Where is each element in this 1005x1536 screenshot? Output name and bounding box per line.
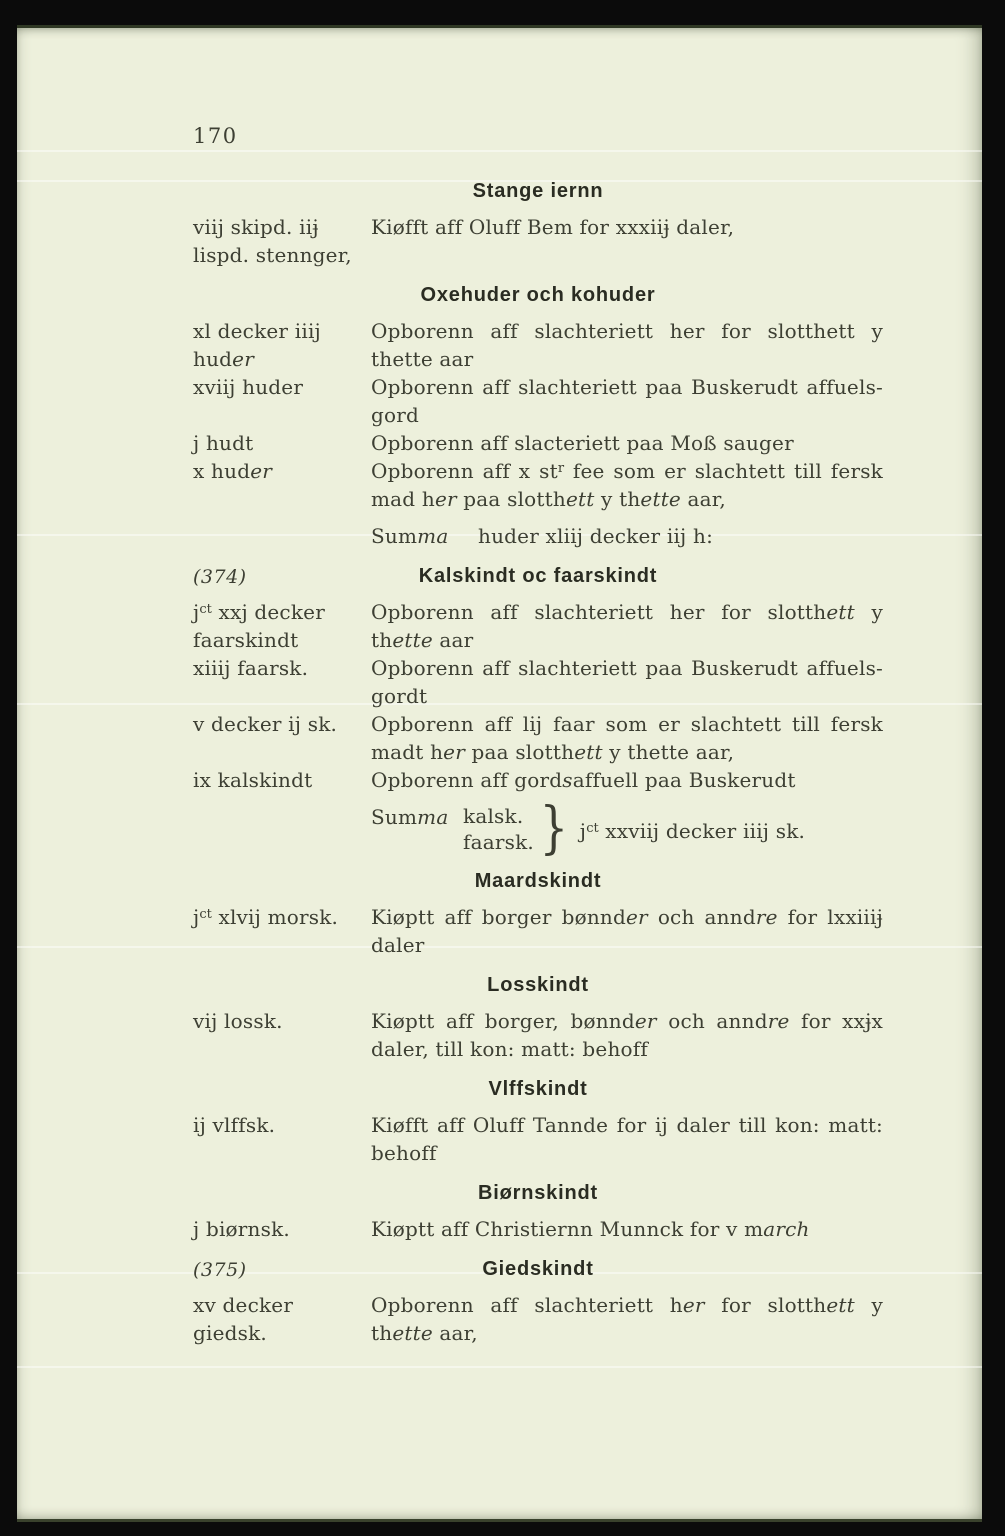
entry-description: Opborenn aff lij faar som er slachtett till fersk madt her paa slotthett y thette aar, [371, 712, 883, 764]
entry-description: Opborenn aff slachteriett paa Buskerudt affuels-gordt [371, 656, 883, 708]
entry-description: Kiøptt aff borger, bønnder och anndre for xxj̵x daler, till kon: matt: behoff [371, 1009, 883, 1061]
page-number: 170 [193, 124, 238, 148]
heading-row [193, 868, 883, 895]
entry-description: Kiøfft aff Oluff Bem for xxxiij̵ daler, [371, 215, 735, 239]
section-giedskindt [193, 1256, 883, 1347]
entry-row [193, 1291, 883, 1347]
summa-line [371, 522, 883, 550]
entry-row [193, 317, 883, 373]
entry-description: Opborenn aff slachteriett paa Buskerudt affuels-gord [371, 375, 883, 427]
section-oxehuder [193, 282, 883, 550]
entry-row [193, 457, 883, 513]
entry-term: xv decker giedsk. [193, 1293, 294, 1345]
summa-text: huder xliij decker iij h: [478, 524, 714, 548]
section-heading: Stange iernn [472, 180, 604, 202]
entry-row [193, 710, 883, 766]
section-maardskindt [193, 868, 883, 959]
summa-stack [463, 803, 534, 855]
heading-row [193, 178, 883, 205]
summa-label: Summa [371, 805, 449, 829]
entry-row [193, 1007, 883, 1063]
heading-row [193, 1180, 883, 1207]
entry-description: Kiøptt aff borger bønnder och anndre for lxxiiij̵ daler [371, 905, 883, 957]
section-stange-iernn [193, 178, 883, 269]
entry-row [193, 1215, 883, 1243]
heading-row [193, 563, 883, 590]
heading-row [193, 1256, 883, 1283]
entry-term: xl decker iiij huder [193, 319, 321, 371]
margin-note: (375) [193, 1259, 247, 1281]
entry-description: Opborenn aff slachteriett her for slotthett y thette aar [371, 319, 883, 371]
entry-row [193, 429, 883, 457]
entry-description: Kiøfft aff Oluff Tannde for ij daler till kon: matt: behoff [371, 1113, 883, 1165]
summa-row [193, 796, 883, 861]
entry-description: Opborenn aff slachteriett her for slotthett y thette aar, [371, 1293, 884, 1345]
entry-row [193, 654, 883, 710]
section-heading: Vlffskindt [488, 1078, 588, 1100]
summa-label: Summa [371, 524, 449, 548]
summa-row [193, 522, 883, 550]
section-heading: Oxehuder och kohuder [420, 284, 656, 306]
entry-term: $j^{ct}$ xxj decker faarskindt [193, 600, 325, 652]
entry-description: Opborenn aff slachteriett her for slotthett y thette aar [371, 600, 884, 652]
entry-row [193, 598, 883, 654]
entry-term [193, 803, 371, 855]
entry-term: ij vlffsk. [193, 1113, 276, 1137]
section-vlffskindt [193, 1076, 883, 1167]
margin-note: (374) [193, 566, 247, 588]
entry-term: vij lossk. [193, 1009, 283, 1033]
section-heading: Maardskindt [474, 870, 602, 892]
scanned-page [17, 25, 982, 1522]
entry-term: xviij huder [193, 375, 304, 399]
entry-term: ix kalskindt [193, 768, 313, 792]
entry-row [193, 373, 883, 429]
section-biornskindt [193, 1180, 883, 1243]
entry-row [193, 903, 883, 959]
heading-row [193, 1076, 883, 1103]
section-losskindt [193, 972, 883, 1063]
entry-term [193, 522, 371, 550]
heading-row [193, 282, 883, 309]
scan-artifact-line [17, 1366, 982, 1368]
entry-description: Opborenn aff x $st^r$ fee som er slachtett till fersk mad her paa slotthett y thette aar, [371, 459, 883, 511]
section-heading: Kalskindt oc faarskindt [418, 565, 658, 587]
section-heading: Giedskindt [482, 1258, 594, 1280]
entry-row [193, 766, 883, 794]
section-kalskindt [193, 563, 884, 861]
page-content [17, 28, 883, 1347]
brace-glyph: } [539, 796, 569, 861]
entry-term: viij skipd. iij̵ lispd. stennger, [193, 215, 352, 267]
entry-term: xiiij faarsk. [193, 656, 309, 680]
entry-row [193, 213, 883, 269]
section-heading: Biørnskindt [478, 1182, 598, 1204]
summa-total: $j^{ct}$ xxviij decker iiij sk. [579, 818, 806, 843]
heading-row [193, 972, 883, 999]
entry-term: j hudt [193, 431, 254, 455]
section-heading: Losskindt [487, 974, 589, 996]
summa-stack-item: kalsk. [463, 804, 524, 828]
entry-term: x huder [193, 459, 272, 483]
entry-row [193, 1111, 883, 1167]
entry-term: $j^{ct}$ xlvij morsk. [193, 905, 339, 929]
summa-stack-item: faarsk. [463, 830, 534, 854]
entry-term: v decker ij sk. [193, 712, 338, 736]
entry-description: Opborenn aff gordsaffuell paa Buskerudt [371, 768, 796, 792]
summa-brace-row [371, 796, 883, 861]
entry-term: j biørnsk. [193, 1217, 290, 1241]
entry-description: Kiøptt aff Christiernn Munnck for v march [371, 1217, 810, 1241]
entry-description: Opborenn aff slacteriett paa Moß sauger [371, 431, 794, 455]
